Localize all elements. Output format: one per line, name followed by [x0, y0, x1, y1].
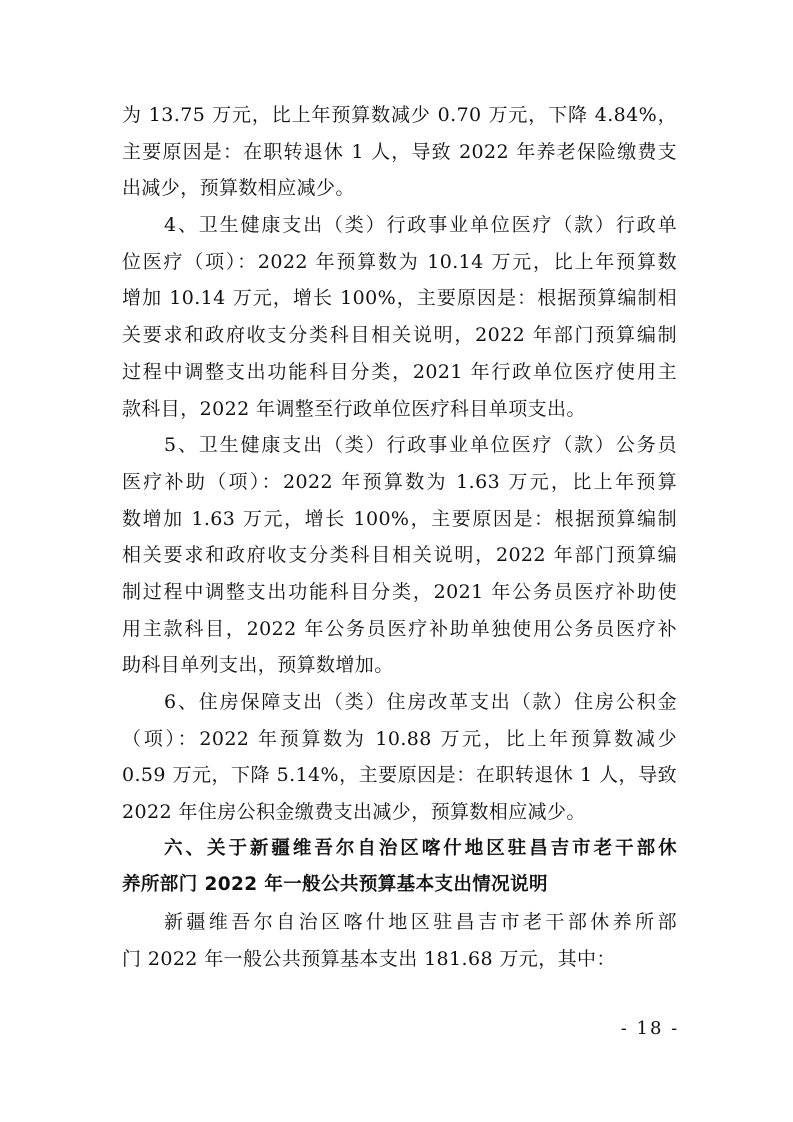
text-line: 数增加 1.63 万元，增长 100%，主要原因是：根据预算编制	[122, 507, 677, 530]
text-line: 用主款科目，2022 年公务员医疗补助单独使用公务员医疗补	[122, 617, 677, 640]
text-line: 款科目，2022 年调整至行政单位医疗科目单项支出。	[122, 397, 586, 420]
text-line: （项）：2022 年预算数为 10.88 万元，比上年预算数减少	[122, 727, 677, 750]
text-line: 相关要求和政府收支分类科目相关说明，2022 年部门预算编	[122, 544, 677, 567]
text-line: 医疗补助（项）：2022 年预算数为 1.63 万元，比上年预算	[122, 470, 677, 493]
text-line: 2022 年住房公积金缴费支出减少，预算数相应减少。	[122, 801, 586, 824]
text-line: 5、卫生健康支出（类）行政事业单位医疗（款）公务员	[164, 434, 677, 457]
text-line: 制过程中调整支出功能科目分类，2021 年公务员医疗补助使	[122, 580, 677, 603]
text-line: 关要求和政府收支分类科目相关说明，2022 年部门预算编制	[122, 324, 677, 347]
text-line: 4、卫生健康支出（类）行政事业单位医疗（款）行政单	[164, 214, 677, 237]
body-text	[122, 97, 677, 978]
text-line: 6、住房保障支出（类）住房改革支出（款）住房公积金	[164, 691, 677, 713]
section-heading: 养所部门 2022 年一般公共预算基本支出情况说明	[122, 874, 548, 896]
text-line: 0.59 万元，下降 5.14%，主要原因是：在职转退休 1 人，导致	[122, 764, 677, 787]
text-line: 门 2022 年一般公共预算基本支出 181.68 万元，其中：	[122, 947, 616, 970]
text-line: 为 13.75 万元，比上年预算数减少 0.70 万元，下降 4.84%，	[122, 104, 677, 126]
text-line: 过程中调整支出功能科目分类，2021 年行政单位医疗使用主	[122, 360, 677, 383]
section-heading: 六、关于新疆维吾尔自治区喀什地区驻昌吉市老干部休	[164, 837, 677, 859]
text-line: 新疆维吾尔自治区喀什地区驻昌吉市老干部休养所部	[164, 911, 677, 934]
text-line: 助科目单列支出，预算数增加。	[122, 654, 394, 677]
text-line: 出减少，预算数相应减少。	[122, 177, 355, 200]
page-number: - 18 -	[620, 1018, 680, 1039]
text-line: 位医疗（项）：2022 年预算数为 10.14 万元，比上年预算数	[122, 250, 677, 273]
text-line: 主要原因是：在职转退休 1 人，导致 2022 年养老保险缴费支	[122, 140, 677, 163]
text-line: 增加 10.14 万元，增长 100%，主要原因是：根据预算编制相	[122, 287, 677, 310]
